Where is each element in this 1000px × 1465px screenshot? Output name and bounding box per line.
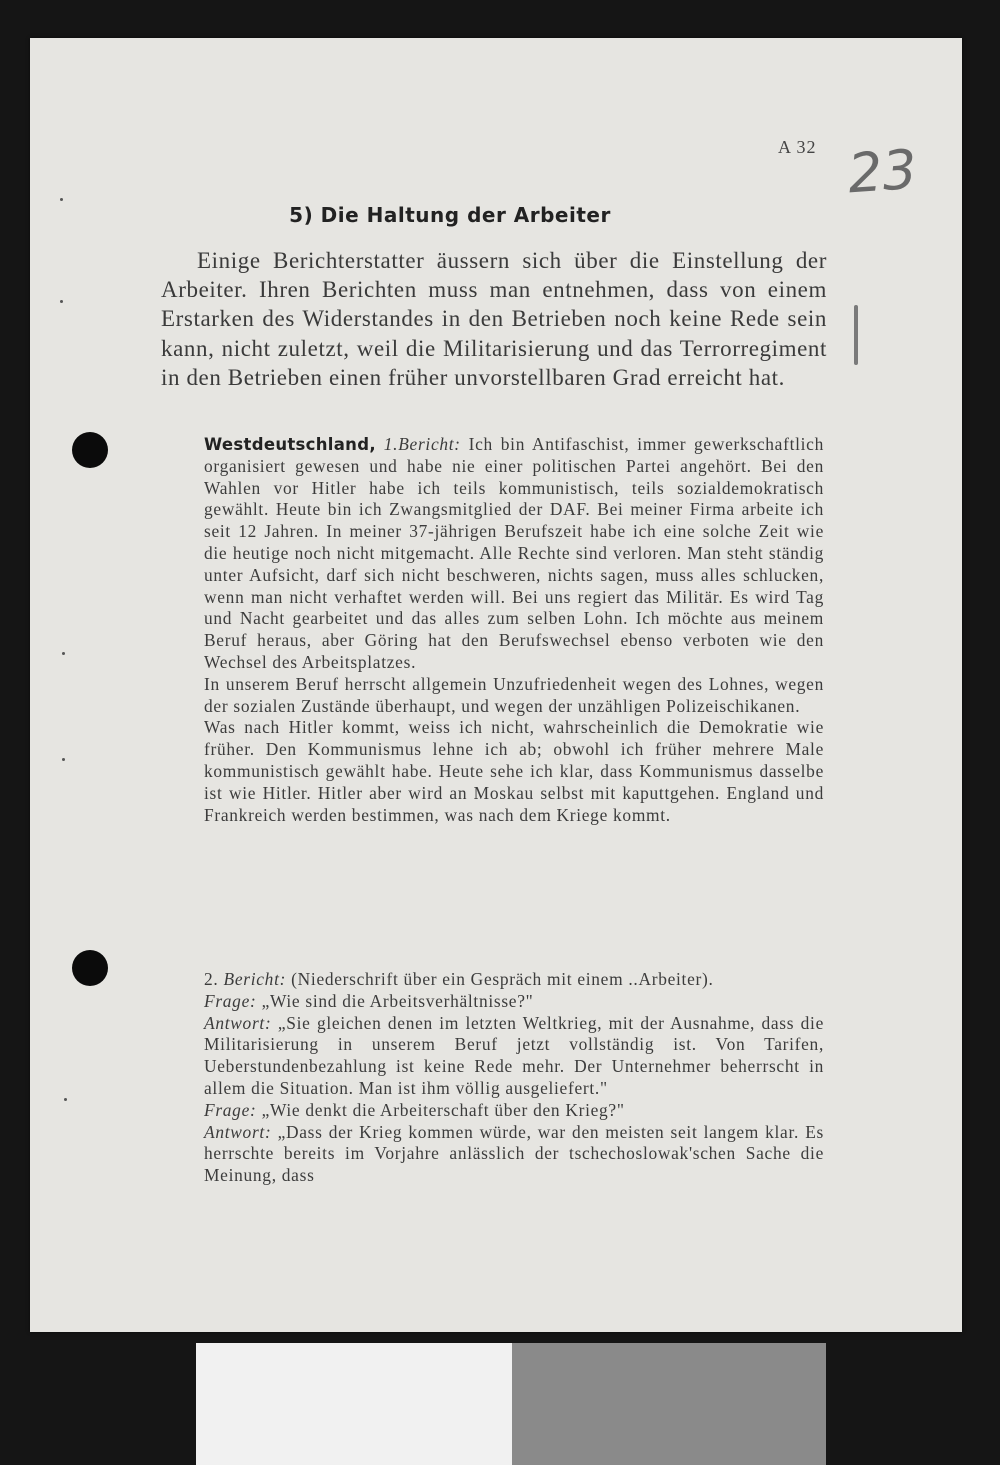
report-1-paragraph-1 (204, 434, 824, 674)
report-2-question-1 (204, 991, 824, 1013)
calibration-white-patch (196, 1343, 512, 1465)
report-2 (204, 969, 824, 1187)
paper-speck (62, 652, 65, 655)
question-text: „Wie denkt die Arbeiterschaft über den Krieg?" (261, 1099, 625, 1120)
punch-hole (72, 432, 108, 468)
report-2-intro (204, 969, 824, 991)
intro-paragraph: Einige Berichterstatter äussern sich über die Einstellung der Arbeiter. Ihren Berichten muss man entnehmen, dass von einem Erstarken des Widerstandes in den Betrieben noch keine Rede sein kann, nicht zuletzt, weil die Militarisierung und das Terrorregiment in den Betrieben einen früher unvorstellbaren Grad erreicht hat. (161, 248, 827, 390)
answer-text: „Dass der Krieg kommen würde, war den meisten seit langem klar. Es herrschte bereits im Vorjahre anlässlich der tschechoslowak'schen Sache die Meinung, dass (204, 1121, 824, 1186)
answer-label: Antwort: (204, 1012, 272, 1033)
report-2-number: 2. (204, 969, 219, 989)
report-1 (204, 434, 824, 826)
report-1-paragraph-3: Was nach Hitler kommt, weiss ich nicht, wahrscheinlich die Demokratie wie früher. Den Kommunismus lehne ich ab; obwohl ich früher mehrere Male kommunistisch gewählt habe. Heute sehe ich klar, dass Kommunismus dasselbe ist wie Hitler. Hitler aber wird an Moskau selbst mit kaputtgehen. England und Frankreich werden bestimmen, was nach dem Kriege kommt. (204, 717, 824, 825)
margin-mark (854, 305, 858, 365)
answer-text: „Sie gleichen denen im letzten Weltkrieg, mit der Ausnahme, dass die Militarisierung in unserem Beruf jetzt vollständig ist. Von Tarifen, Ueberstundenbezahlung ist keine Rede mehr. Der Unternehmer beherrscht in allem die Situation. Man ist ihm völlig ausgeliefert." (204, 1012, 824, 1098)
paper-speck (60, 198, 63, 201)
punch-hole (72, 950, 108, 986)
question-label: Frage: (204, 990, 257, 1011)
report-1-text-1: Ich bin Antifaschist, immer gewerkschaftlich organisiert gewesen und habe nie einer politischen Partei angehört. Bei den Wahlen vor Hitler habe ich teils kommunistisch, teils sozialdemokratisch gewählt. Heute bin ich Zwangsmitglied der DAF. Bei meiner Firma arbeite ich seit 12 Jahren. In meiner 37-jährigen Berufszeit habe ich eine solche Zeit wie die heutige noch nicht mitgemacht. Alle Rechte sind verloren. Man steht ständig unter Aufsicht, darf sich nicht beschweren, nichts sagen, muss alles schlucken, wenn man nicht verhaftet werden will. Bei uns regiert das Militär. Es wird Tag und Nacht gearbeitet und das alles zum selben Lohn. Ich möchte aus meinem Beruf heraus, aber Göring hat den Berufswechsel ebenso verboten wie den Wechsel des Arbeitsplatzes. (204, 434, 824, 672)
report-2-question-2 (204, 1100, 824, 1122)
report-1-paragraph-2: In unserem Beruf herrscht allgemein Unzufriedenheit wegen des Lohnes, wegen der sozialen Zustände überhaupt, und wegen der unzähligen Polizeischikanen. (204, 673, 824, 716)
answer-label: Antwort: (204, 1121, 272, 1142)
report-2-intro-text: (Niederschrift über ein Gespräch mit einem ..Arbeiter). (291, 969, 714, 989)
question-text: „Wie sind die Arbeitsverhältnisse?" (261, 990, 534, 1011)
section-heading: 5) Die Haltung der Arbeiter (289, 203, 611, 227)
page-identifier: A 32 (778, 137, 817, 157)
paper-speck (60, 300, 63, 303)
handwritten-page-number: 23 (845, 137, 919, 206)
calibration-gray-patch (512, 1343, 826, 1465)
question-label: Frage: (204, 1099, 257, 1120)
paper-speck (62, 758, 65, 761)
report-2-label: Bericht: (223, 969, 287, 989)
report-2-answer-2 (204, 1122, 824, 1187)
report-1-region: Westdeutschland, (204, 435, 376, 454)
report-1-label: 1.Bericht: (383, 434, 461, 454)
paper-speck (64, 1098, 67, 1101)
report-2-answer-1 (204, 1013, 824, 1100)
